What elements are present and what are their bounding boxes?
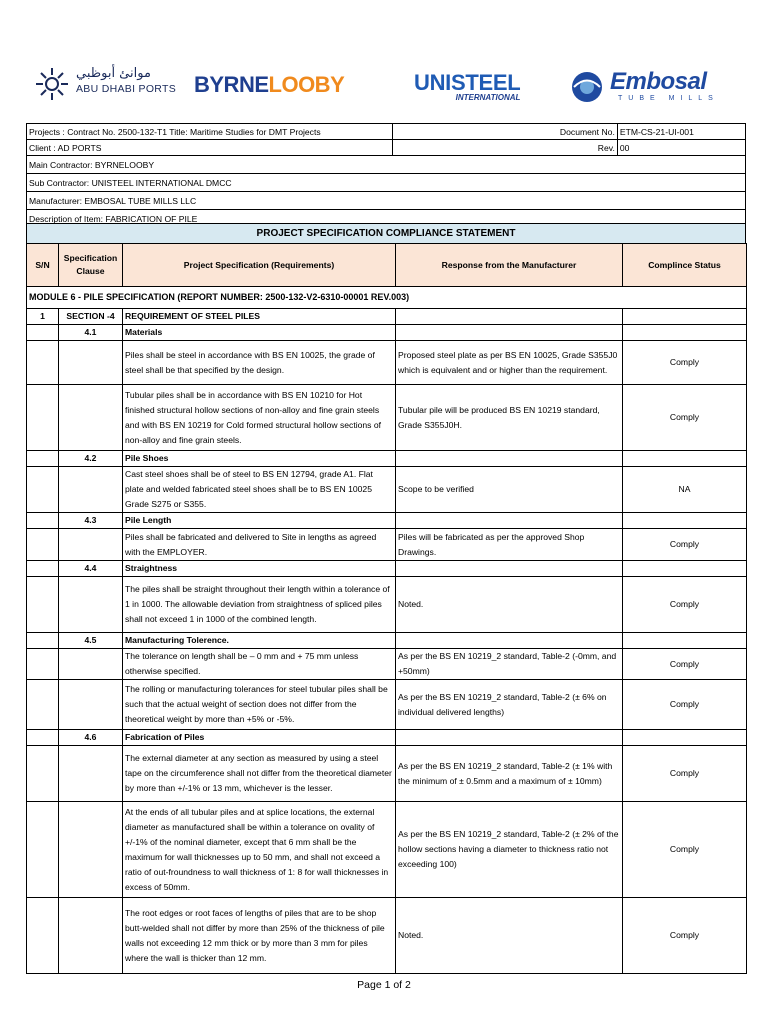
column-header-row: [27, 244, 747, 287]
status-text: NA: [623, 467, 747, 513]
embosal-emblem-icon: [570, 70, 604, 104]
clause-heading: Fabrication of Piles: [123, 730, 396, 746]
col-spec: Project Specification (Requirements): [123, 244, 396, 287]
requirement-row: [27, 680, 747, 730]
clause-heading-row: [27, 633, 747, 649]
requirement-row: [27, 385, 747, 451]
clause-number: 4.6: [59, 730, 123, 746]
rev-value: 00: [617, 140, 745, 156]
logo-bar: [26, 52, 746, 122]
response-text: Proposed steel plate as per BS EN 10025, Grade S355J0 which is equivalent and or higher than the requirement.: [396, 341, 623, 385]
section-clause: SECTION -4: [59, 309, 123, 325]
section-sn: 1: [27, 309, 59, 325]
section-title: REQUIREMENT OF STEEL PILES: [123, 309, 396, 325]
col-clause: Specification Clause: [59, 244, 123, 287]
response-text: Scope to be verified: [396, 467, 623, 513]
doc-no-value: ETM-CS-21-UI-001: [617, 124, 745, 140]
response-text: Noted.: [396, 898, 623, 974]
requirement-text: Piles shall be fabricated and delivered to Site in lengths as agreed with the EMPLOYER.: [123, 529, 396, 561]
abu-dhabi-ports-logo: [34, 66, 179, 102]
clause-heading: Pile Length: [123, 513, 396, 529]
response-text: As per the BS EN 10219_2 standard, Table-2 (± 6% on individual delivered lengths): [396, 680, 623, 730]
requirement-text: The root edges or root faces of lengths of piles that are to be shop butt-welded shall not differ by more than 25% of the thickness of pile walls not exceeding 12 mm thick or by more than 3 mm for piles where the wall is thicker than 12 mm.: [123, 898, 396, 974]
embosal-logo: [570, 68, 750, 108]
unisteel-sub-text: INTERNATIONAL: [455, 93, 521, 102]
response-text: As per the BS EN 10219_2 standard, Table-2 (-0mm, and +50mm): [396, 649, 623, 680]
unisteel-logo: [414, 70, 520, 102]
clause-heading-row: [27, 730, 747, 746]
clause-number: 4.3: [59, 513, 123, 529]
requirement-text: Piles shall be steel in accordance with BS EN 10025, the grade of steel shall be that specified by the design.: [123, 341, 396, 385]
adp-english-text: ABU DHABI PORTS: [76, 83, 176, 95]
document-header-table: [26, 123, 746, 228]
main-contractor-cell: Main Contractor: BYRNELOOBY: [27, 156, 746, 174]
clause-heading-row: [27, 451, 747, 467]
clause-heading-row: [27, 513, 747, 529]
manufacturer-cell: Manufacturer: EMBOSAL TUBE MILLS LLC: [27, 192, 746, 210]
status-text: Comply: [623, 680, 747, 730]
status-text: Comply: [623, 529, 747, 561]
col-sn: S/N: [27, 244, 59, 287]
clause-heading-row: [27, 561, 747, 577]
requirement-text: The tolerance on length shall be – 0 mm and + 75 mm unless otherwise specified.: [123, 649, 396, 680]
response-text: As per the BS EN 10219_2 standard, Table-2 (± 2% of the hollow sections having a diameter to thickness ratio not exceeding 100): [396, 802, 623, 898]
status-text: Comply: [623, 577, 747, 633]
ports-emblem-icon: [34, 66, 70, 102]
clause-number: 4.4: [59, 561, 123, 577]
compliance-table: [26, 243, 747, 974]
requirement-row: [27, 529, 747, 561]
response-text: Piles will be fabricated as per the approved Shop Drawings.: [396, 529, 623, 561]
status-text: Comply: [623, 746, 747, 802]
compliance-title: PROJECT SPECIFICATION COMPLIANCE STATEMENT: [26, 223, 746, 244]
embosal-text: Embosal: [610, 68, 707, 95]
clause-number: 4.5: [59, 633, 123, 649]
requirement-row: [27, 898, 747, 974]
projects-cell: Projects : Contract No. 2500-132-T1 Title: Maritime Studies for DMT Projects: [27, 124, 393, 140]
clause-number: 4.1: [59, 325, 123, 341]
col-status: Complince Status: [623, 244, 747, 287]
clause-heading: Pile Shoes: [123, 451, 396, 467]
requirement-row: [27, 577, 747, 633]
requirement-text: At the ends of all tubular piles and at splice locations, the external diameter as manufactured shall be within a tolerance on ovality of +/-1% of the nominal diameter, except that 6 mm shall be the maximum for wall thicknesses up to 50 mm, and shall not exceed a ratio of out-froundness to wall thickness of 1: 8 for wall thicknesses in excess of 50mm.: [123, 802, 396, 898]
requirement-text: Cast steel shoes shall be of steel to BS EN 12794, grade A1. Flat plate and welded fabricated steel shoes shall be to BS EN 10025 Grade S275 or S355.: [123, 467, 396, 513]
response-text: As per the BS EN 10219_2 standard, Table-2 (± 1% with the minimum of ± 0.5mm and a maximum of ± 10mm): [396, 746, 623, 802]
status-text: Comply: [623, 341, 747, 385]
clause-heading: Straightness: [123, 561, 396, 577]
page-number: Page 1 of 2: [357, 979, 411, 991]
clause-heading: Materials: [123, 325, 396, 341]
byrnelooby-logo: [194, 72, 344, 98]
col-response: Response from the Manufacturer: [396, 244, 623, 287]
adp-arabic-text: موانئ أبوظبي: [76, 66, 151, 81]
status-text: Comply: [623, 898, 747, 974]
requirement-text: Tubular piles shall be in accordance with BS EN 10210 for Hot finished structural hollow sections of non-alloy and fine grain steels and with BS EN 10219 for Cold formed structural hollow sections of non-alloy and fine grain steels.: [123, 385, 396, 451]
byrne-text: BYRNE: [194, 72, 269, 97]
description-cell: Description of Item: FABRICATION OF PILE: [27, 210, 746, 228]
module-row: [27, 287, 747, 309]
rev-label: Rev.: [392, 140, 617, 156]
sub-contractor-cell: Sub Contractor: UNISTEEL INTERNATIONAL DMCC: [27, 174, 746, 192]
response-text: Tubular pile will be produced BS EN 10219 standard, Grade S355J0H.: [396, 385, 623, 451]
clause-heading-row: [27, 325, 747, 341]
requirement-text: The rolling or manufacturing tolerances for steel tubular piles shall be such that the actual weight of section does not differ from the theoretical weight by more than +5% or -5%.: [123, 680, 396, 730]
response-text: Noted.: [396, 577, 623, 633]
status-text: Comply: [623, 802, 747, 898]
requirement-row: [27, 467, 747, 513]
requirement-text: The external diameter at any section as measured by using a steel tape on the circumference shall not differ from the theoretical diameter by more than +/-1% or 13 mm, whichever is the lesser.: [123, 746, 396, 802]
requirement-row: [27, 649, 747, 680]
doc-no-label: Document No.: [392, 124, 617, 140]
requirement-row: [27, 802, 747, 898]
unisteel-text: UNISTEEL: [414, 70, 521, 95]
requirement-row: [27, 746, 747, 802]
module-title: MODULE 6 - PILE SPECIFICATION (REPORT NUMBER: 2500-132-V2-6310-00001 REV.003): [27, 287, 747, 309]
status-text: Comply: [623, 385, 747, 451]
looby-text: LOOBY: [268, 72, 345, 97]
clause-heading: Manufacturing Tolerence.: [123, 633, 396, 649]
embosal-sub-text: TUBE MILLS: [618, 95, 719, 102]
client-cell: Client : AD PORTS: [27, 140, 393, 156]
section-row: [27, 309, 747, 325]
requirement-row: [27, 341, 747, 385]
requirement-text: The piles shall be straight throughout their length within a tolerance of 1 in 1000. The allowable deviation from straightness of spliced piles shall not exceed 1 in 1000 of the combined length.: [123, 577, 396, 633]
status-text: Comply: [623, 649, 747, 680]
clause-number: 4.2: [59, 451, 123, 467]
